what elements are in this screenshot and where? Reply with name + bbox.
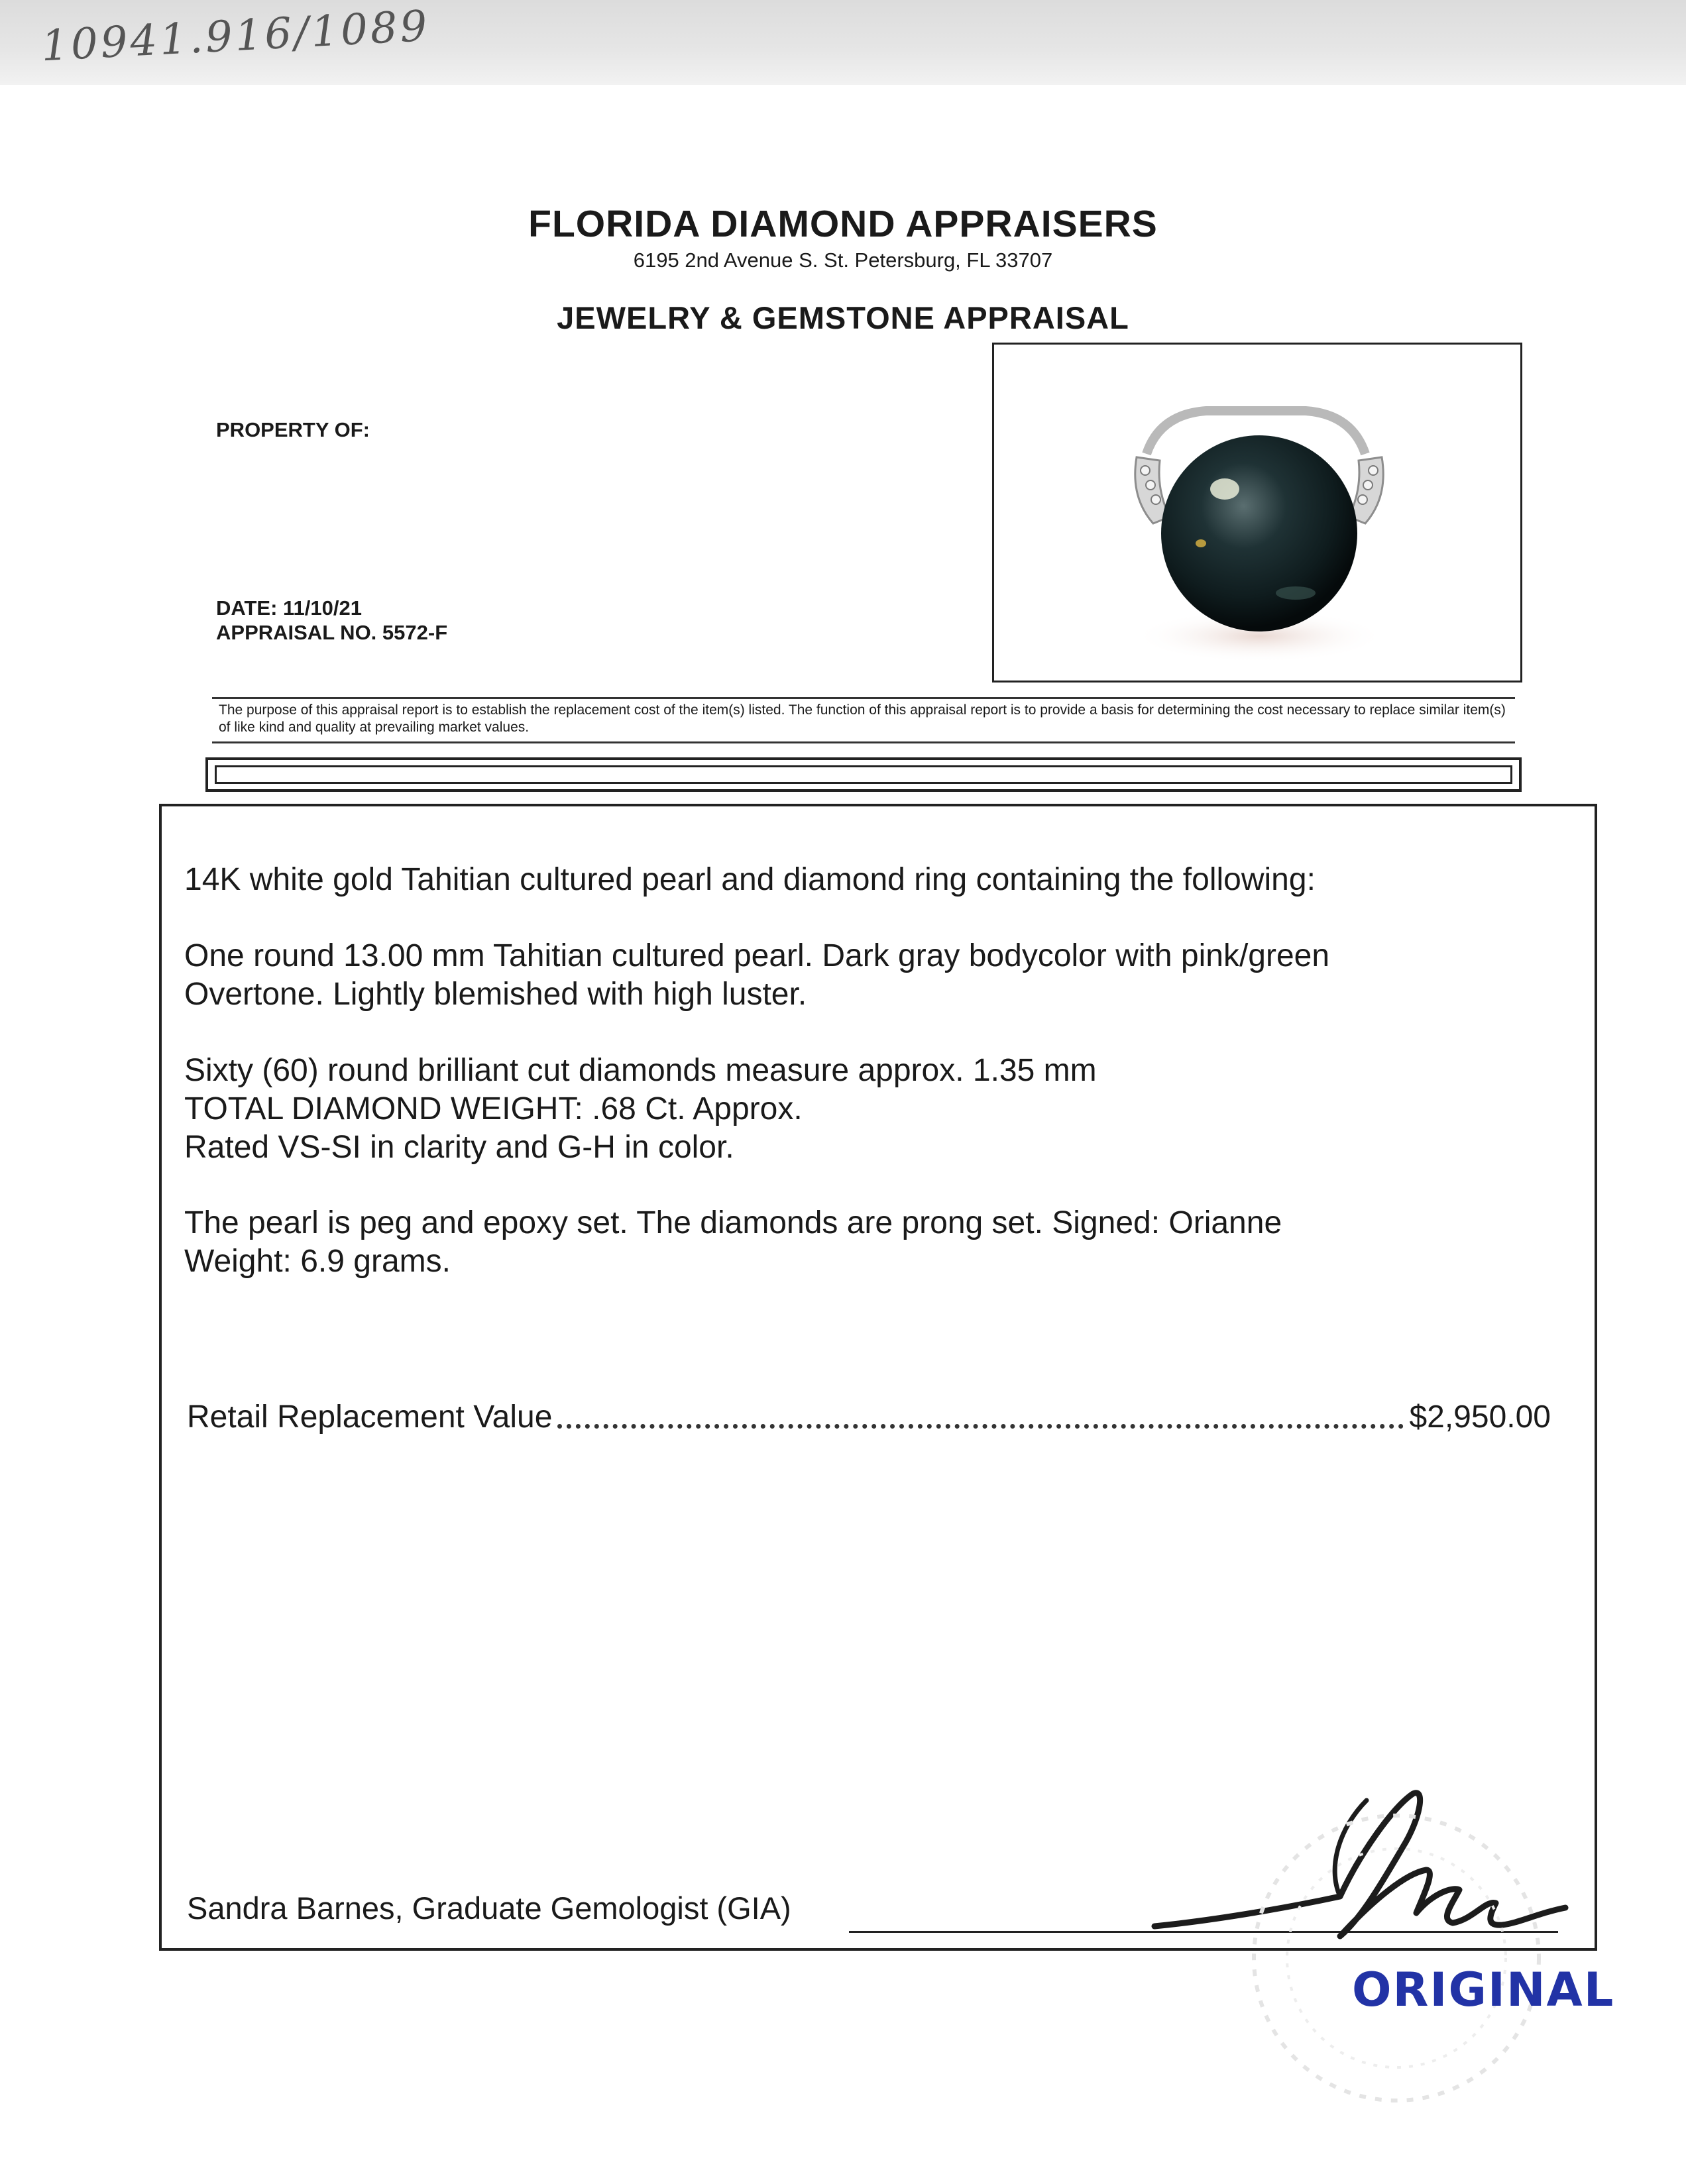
- item-photo-frame: [992, 343, 1522, 682]
- value-label: Retail Replacement Value: [187, 1399, 553, 1435]
- diamond-description-line-2: TOTAL DIAMOND WEIGHT: .68 Ct. Approx.: [184, 1091, 803, 1126]
- diamond-description-line-3: Rated VS-SI in clarity and G-H in color.: [184, 1130, 734, 1165]
- date-field: DATE: 11/10/21: [216, 596, 362, 620]
- company-address: 6195 2nd Avenue S. St. Petersburg, FL 33707: [633, 248, 1053, 272]
- item-intro: 14K white gold Tahitian cultured pearl and diamond ring containing the following:: [184, 862, 1316, 897]
- double-rule-box: [205, 757, 1522, 792]
- handwritten-reference-note: 10941.916/1089: [40, 1, 431, 72]
- appraisal-number-field: APPRAISAL NO. 5572-F: [216, 621, 448, 644]
- retail-replacement-value-row: [187, 1395, 1551, 1435]
- value-amount: $2,950.00: [1409, 1399, 1551, 1435]
- diamond-description-line-1: Sixty (60) round brilliant cut diamonds measure approx. 1.35 mm: [184, 1053, 1097, 1088]
- appraisal-description-box: [159, 804, 1597, 1951]
- pearl-description-line-2: Overtone. Lightly blemished with high luster.: [184, 977, 807, 1012]
- disclaimer-top-rule: [212, 697, 1515, 699]
- disclaimer-text: The purpose of this appraisal report is to establish the replacement cost of the item(s) listed. The function of this appraisal report is to provide a basis for determining the cost necessary to replace similar item(s) of like kind and quality at prevailing market values.: [219, 702, 1506, 735]
- original-stamp: ORIGINAL: [1352, 1963, 1615, 2017]
- company-name: FLORIDA DIAMOND APPRAISERS: [528, 203, 1158, 245]
- embossed-seal-icon: [1241, 1802, 1552, 2114]
- dot-leader: [557, 1424, 1404, 1429]
- ring-photo-icon: [994, 345, 1520, 681]
- pearl-description-line-1: One round 13.00 mm Tahitian cultured pearl. Dark gray bodycolor with pink/green: [184, 938, 1330, 973]
- setting-description-line-1: The pearl is peg and epoxy set. The diamonds are prong set. Signed: Orianne: [184, 1205, 1282, 1240]
- signatory-name: Sandra Barnes, Graduate Gemologist (GIA): [187, 1890, 791, 1926]
- property-of-label: PROPERTY OF:: [216, 418, 370, 441]
- disclaimer-bottom-rule: [212, 741, 1515, 743]
- document-title: JEWELRY & GEMSTONE APPRAISAL: [557, 300, 1129, 335]
- setting-description-line-2: Weight: 6.9 grams.: [184, 1244, 451, 1279]
